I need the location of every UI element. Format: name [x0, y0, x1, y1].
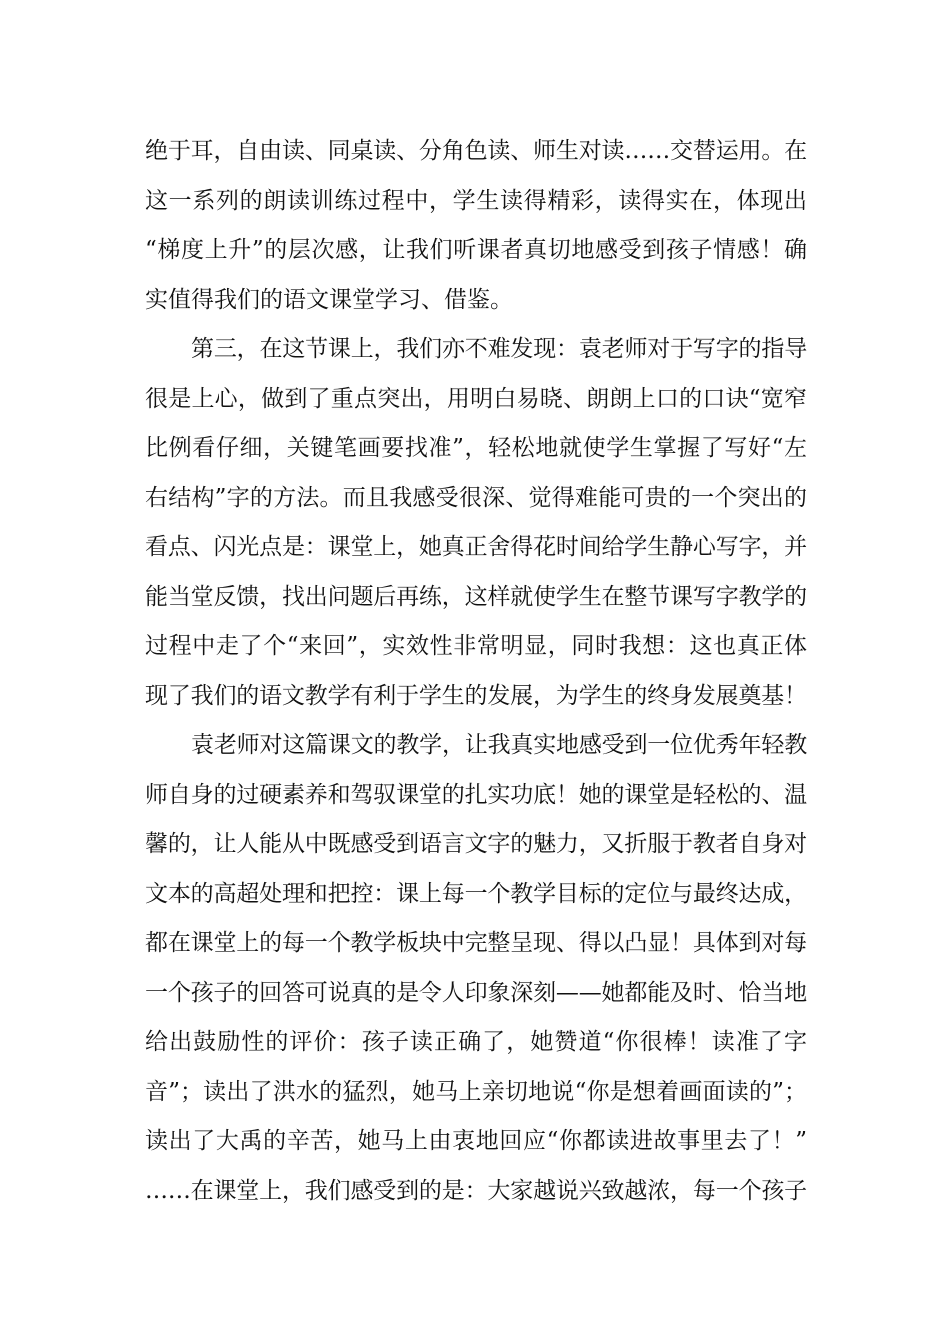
text-line: 实值得我们的语文课堂学习、借鉴。 [145, 286, 513, 313]
paragraph-first-line: 第三，在这节课上，我们亦不难发现：袁老师对于写字的指导 [191, 336, 807, 362]
text-line: 一个孩子的回答可说真的是令人印象深刻——她都能及时、恰当地 [145, 979, 807, 1006]
text-line: 很是上心，做到了重点突出，用明白易晓、朗朗上口的口诀“宽窄 [145, 385, 807, 412]
text-line: 过程中走了个“来回”，实效性非常明显，同时我想：这也真正体 [145, 633, 807, 659]
text-line: “梯度上升”的层次感，让我们听课者真切地感受到孩子情感！确 [145, 237, 807, 263]
text-line: ……在课堂上，我们感受到的是：大家越说兴致越浓，每一个孩子 [145, 1177, 807, 1204]
text-line: 能当堂反馈，找出问题后再练，这样就使学生在整节课写字教学的 [145, 583, 807, 610]
text-line: 馨的，让人能从中既感受到语言文字的魅力，又折服于教者自身对 [145, 831, 807, 857]
text-line: 右结构”字的方法。而且我感受很深、觉得难能可贵的一个突出的 [145, 484, 807, 511]
text-line: 都在课堂上的每一个教学板块中完整呈现、得以凸显！具体到对每 [145, 930, 807, 956]
text-line: 这一系列的朗读训练过程中，学生读得精彩，读得实在，体现出 [145, 187, 807, 214]
text-line: 现了我们的语文教学有利于学生的发展，为学生的终身发展奠基！ [145, 682, 807, 709]
text-line: 音”；读出了洪水的猛烈，她马上亲切地说“你是想着画面读的”； [145, 1078, 807, 1105]
text-line: 读出了大禹的辛苦，她马上由衷地回应“你都读进故事里去了！” [145, 1128, 807, 1154]
text-line: 文本的高超处理和把控：课上每一个教学目标的定位与最终达成， [145, 880, 807, 907]
text-line: 师自身的过硬素养和驾驭课堂的扎实功底！她的课堂是轻松的、温 [145, 781, 807, 808]
text-line: 看点、闪光点是：课堂上，她真正舍得花时间给学生静心写字，并 [145, 534, 807, 560]
document-body [145, 127, 807, 1216]
text-line: 给出鼓励性的评价：孩子读正确了，她赞道“你很棒！读准了字 [145, 1029, 807, 1055]
text-line: 比例看仔细，关键笔画要找准”，轻松地就使学生掌握了写好“左 [145, 435, 807, 461]
paragraph-first-line: 袁老师对这篇课文的教学，让我真实地感受到一位优秀年轻教 [191, 732, 807, 758]
text-line: 绝于耳，自由读、同桌读、分角色读、师生对读……交替运用。在 [145, 138, 807, 164]
